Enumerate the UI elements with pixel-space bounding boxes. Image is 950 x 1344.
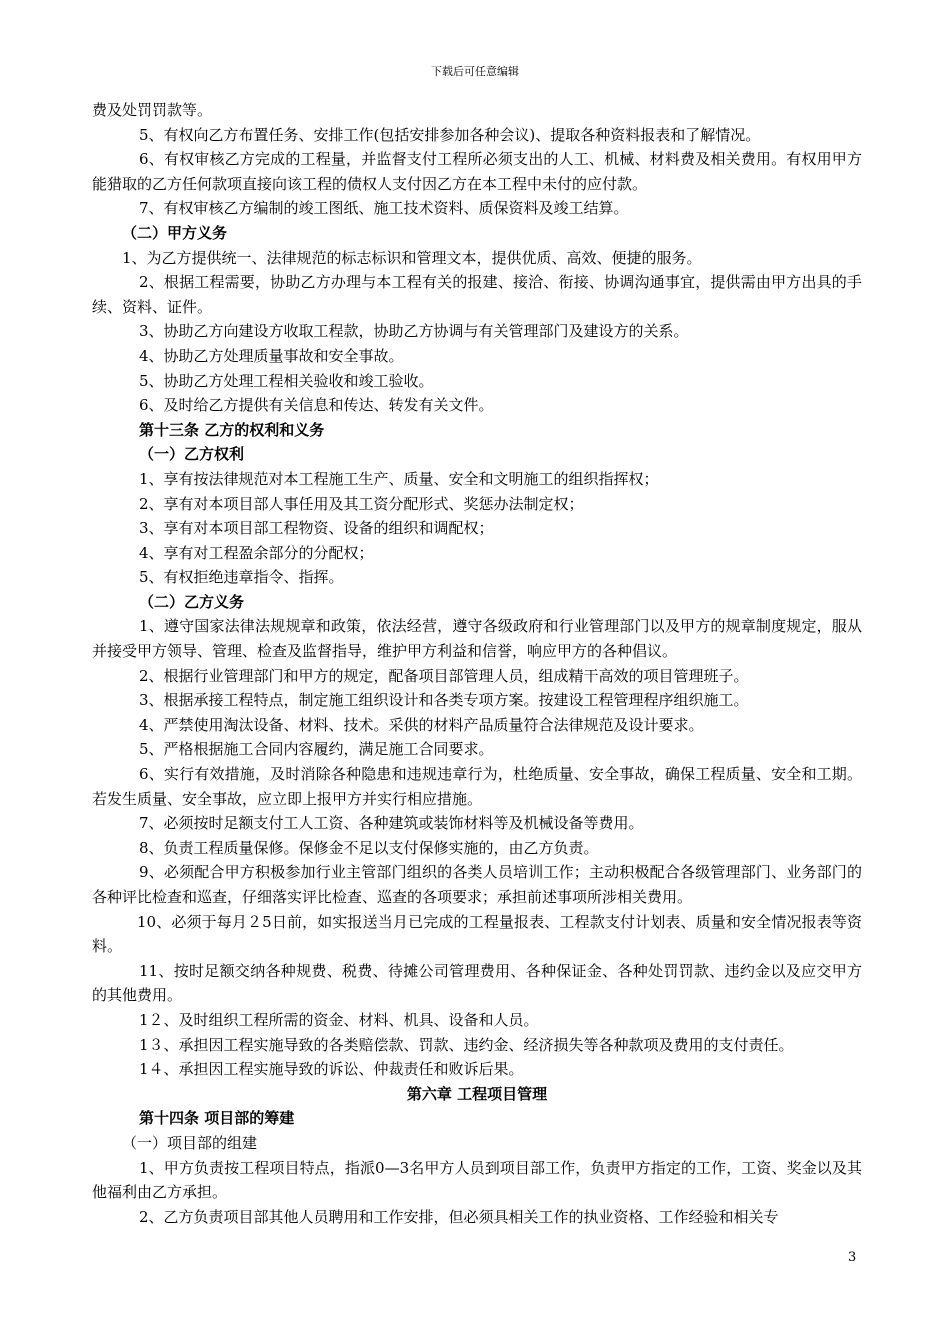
section-heading: （一）乙方权利 — [139, 445, 245, 464]
article-heading: 第十三条 乙方的权利和义务 — [139, 420, 325, 439]
paragraph: 3、享有对本项目部工程物资、设备的组织和调配权； — [139, 519, 494, 538]
paragraph: 1、享有按法律规范对本工程施工生产、质量、安全和文明施工的组织指挥权； — [139, 469, 659, 488]
paragraph: 7、有权审核乙方编制的竣工图纸、施工技术资料、质保资料及竣工结算。 — [139, 199, 629, 218]
paragraph: 5、有权拒绝违章指令、指挥。 — [139, 568, 344, 587]
article-heading: 第十四条 项目部的筹建 — [139, 1109, 295, 1128]
paragraph: 1４、承担因工程实施导致的诉讼、仲裁责任和败诉后果。 — [139, 1060, 524, 1079]
section-heading: （二）乙方义务 — [139, 592, 245, 611]
paragraph: 6、实行有效措施，及时消除各种隐患和违规违章行为，杜绝质量、安全事故，确保工程质量、安全和工期。若发生质量、安全事故，应立即上报甲方并实行相应措施。 — [92, 765, 862, 808]
paragraph: 1３、承担因工程实施导致的各类赔偿款、罚款、违约金、经济损失等各种款项及费用的支付责任。 — [139, 1035, 794, 1054]
paragraph: 6、及时给乙方提供有关信息和传达、转发有关文件。 — [139, 396, 494, 415]
paragraph: 费及处罚罚款等。 — [92, 101, 213, 119]
paragraph: 1、为乙方提供统一、法律规范的标志标识和管理文本，提供优质、高效、便捷的服务。 — [122, 248, 702, 267]
document-body — [92, 98, 862, 1229]
section-heading: （一）项目部的组建 — [122, 1133, 258, 1152]
paragraph: 9、必须配合甲方积极参加行业主管部门组织的各类人员培训工作；主动积极配合各级管理部门、业务部门的各种评比检查和巡查，仔细落实评比检查、巡查的各项要求；承担前述事项所涉相关费用。 — [92, 863, 862, 906]
section-heading: （二）甲方义务 — [122, 223, 228, 242]
paragraph: 2、乙方负责项目部其他人员聘用和工作安排，但必须具相关工作的执业资格、工作经验和相关专 — [139, 1207, 779, 1226]
paragraph: 4、严禁使用淘汰设备、材料、技术。采供的材料产品质量符合法律规范及设计要求。 — [139, 715, 704, 734]
paragraph: 5、协助乙方处理工程相关验收和竣工验收。 — [139, 371, 434, 390]
paragraph: 4、享有对工程盈余部分的分配权； — [139, 543, 374, 562]
paragraph: 6、有权审核乙方完成的工程量，并监督支付工程所必须支出的人工、机械、材料费及相关费用。有权用甲方能猎取的乙方任何款项直接向该工程的债权人支付因乙方在本工程中未付的应付款。 — [92, 150, 862, 193]
paragraph: 3、协助乙方向建设方收取工程款，协助乙方协调与有关管理部门及建设方的关系。 — [139, 322, 689, 341]
paragraph: 2、根据行业管理部门和甲方的规定，配备项目部管理人员，组成精干高效的项目管理班子。 — [139, 666, 749, 685]
paragraph: 11、按时足额交纳各种规费、税费、待摊公司管理费用、各种保证金、各种处罚罚款、违约金以及应交甲方的其他费用。 — [92, 961, 862, 1005]
paragraph: 10、必须于每月２5日前，如实报送当月已完成的工程量报表、工程款支付计划表、质量和安全情况报表等资料。 — [92, 912, 862, 956]
page-header: 下载后可任意编辑 — [431, 65, 519, 78]
paragraph: 7、必须按时足额支付工人工资、各种建筑或装饰材料等及机械设备等费用。 — [139, 814, 644, 833]
paragraph: 3、根据承接工程特点，制定施工组织设计和各类专项方案。按建设工程管理程序组织施工。 — [139, 691, 749, 710]
paragraph: 5、严格根据施工合同内容履约，满足施工合同要求。 — [139, 740, 494, 759]
paragraph: 2、享有对本项目部人事任用及其工资分配形式、奖惩办法制定权； — [139, 494, 584, 513]
page-number: 3 — [848, 1250, 857, 1265]
paragraph: 4、协助乙方处理质量事故和安全事故。 — [139, 346, 404, 365]
paragraph: 1、遵守国家法律法规规章和政策，依法经营，遵守各级政府和行业管理部门以及甲方的规章制度规定，服从并接受甲方领导、管理、检查及监督指导，维护甲方利益和信誉，响应甲方的各种倡议。 — [92, 617, 862, 661]
paragraph: 8、负责工程质量保修。保修金不足以支付保修实施的，由乙方负责。 — [139, 838, 599, 857]
paragraph: 1、甲方负责按工程项目特点，指派0—3名甲方人员到项目部工作，负责甲方指定的工作，工资、奖金以及其他福利由乙方承担。 — [92, 1158, 862, 1202]
paragraph: 2、根据工程需要，协助乙方办理与本工程有关的报建、接洽、衔接、协调沟通事宜，提供需由甲方出具的手续、资料、证件。 — [92, 273, 862, 316]
paragraph: 5、有权向乙方布置任务、安排工作(包括安排参加各种会议)、提取各种资料报表和了解情况。 — [139, 125, 761, 144]
chapter-heading: 第六章 工程项目管理 — [406, 1084, 548, 1103]
paragraph: 1２、及时组织工程所需的资金、材料、机具、设备和人员。 — [139, 1010, 539, 1029]
